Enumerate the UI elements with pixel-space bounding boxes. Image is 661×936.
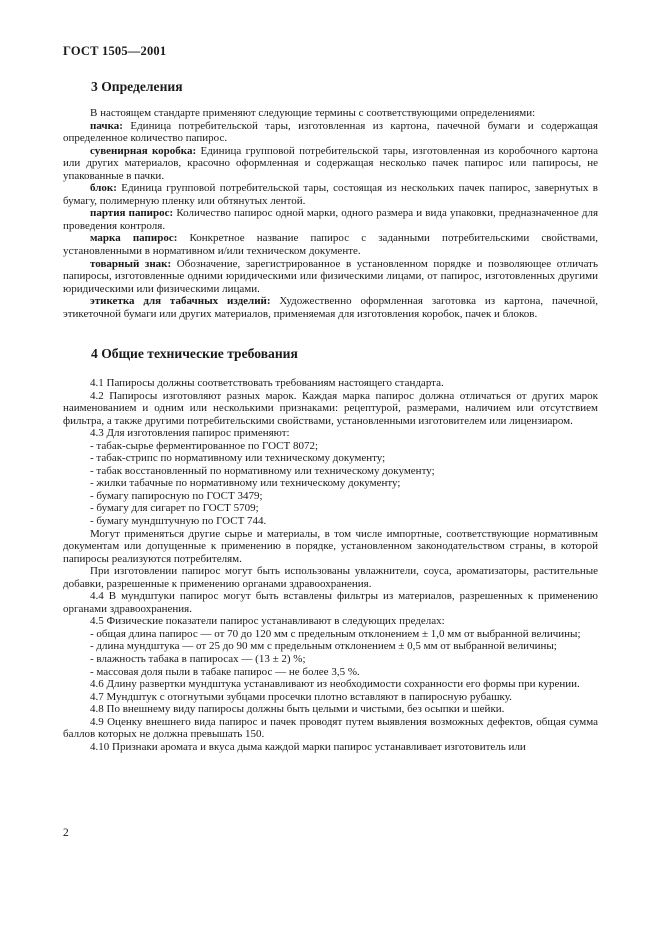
term-label: этикетка для табачных изделий: — [90, 295, 271, 308]
term-label: блок: — [90, 182, 117, 195]
term-definition: Обозначение, зарегистрированное в установленном порядке и позволяющее отличать папиросы, изготовленные одними юридическими или физическими лицами, от папирос, изготовленных другими юридическими или физическими лицами. — [63, 257, 598, 295]
definition-trademark — [63, 258, 598, 296]
definition-brand — [63, 232, 598, 257]
definition-pack — [63, 120, 598, 145]
paragraph: При изготовлении папирос могут быть использованы увлажнители, соуса, ароматизаторы, растительные добавки, разрешенные к применению органами здравоохранения. — [63, 565, 598, 590]
paragraph: 4.8 По внешнему виду папиросы должны быть целыми и чистыми, без осыпки и шейки. — [90, 703, 505, 716]
paragraph: 4.6 Длину развертки мундштука устанавливают из необходимости сохранности его формы при курении. — [90, 678, 580, 691]
page-number: 2 — [63, 827, 69, 839]
list-item: - массовая доля пыли в табаке папирос — не более 3,5 %. — [90, 665, 360, 678]
list-item: - бумагу папиросную по ГОСТ 3479; — [90, 489, 263, 502]
term-definition: Конкретное название папирос с заданными потребительскими свойствами, установленными в нормативном и/или техническом документе. — [63, 232, 598, 258]
paragraph: 4.5 Физические показатели папирос устанавливают в следующих пределах: — [90, 615, 445, 628]
section-3-heading: 3 Определения — [91, 79, 183, 94]
paragraph: 4.9 Оценку внешнего вида папирос и пачек проводят путем выявления возможных дефектов, общая сумма баллов которых не должна превышать 150. — [63, 715, 598, 741]
list-item: - табак восстановленный по нормативному или техническому документу; — [90, 464, 435, 477]
list-item: - общая длина папирос — от 70 до 120 мм с предельным отклонением ± 1,0 мм от выбранной величины; — [90, 627, 581, 640]
definition-label — [63, 295, 598, 320]
term-label: пачка: — [90, 119, 123, 132]
term-label: товарный знак: — [90, 257, 172, 270]
term-label: сувенирная коробка: — [90, 144, 197, 157]
list-item: - табак-сырье ферментированное по ГОСТ 8072; — [90, 439, 319, 452]
paragraph: 4.2 Папиросы изготовляют разных марок. Каждая марка папирос должна отличаться от других марок наименованием и одним или несколькими признаками: рецептурой, размерами, наличием или отсутствием фильтра, а также другими потребительскими свойствами, установленными изготовителем или лицензиаром. — [63, 389, 598, 427]
term-label: марка папирос: — [90, 232, 178, 245]
list-item: - табак-стрипс по нормативному или техническому документу; — [90, 452, 386, 465]
list-item: - бумагу мундштучную по ГОСТ 744. — [90, 515, 267, 528]
section-4-body — [63, 377, 598, 753]
list-item: - бумагу для сигарет по ГОСТ 5709; — [90, 502, 259, 515]
section-4-heading: 4 Общие технические требования — [91, 346, 298, 361]
paragraph: 4.1 Папиросы должны соответствовать требованиям настоящего стандарта. — [90, 377, 444, 389]
term-definition: Единица потребительской тары, изготовленная из картона, пачечной бумаги и содержащая определенное количество папирос. — [63, 119, 598, 145]
paragraph: 4.4 В мундштуки папирос могут быть вставлены фильтры из материалов, разрешенных к применению органами здравоохранения. — [63, 590, 598, 615]
paragraph: 4.10 Признаки аромата и вкуса дыма каждой марки папирос устанавливает изготовитель или — [90, 740, 526, 753]
section-3-body — [63, 107, 598, 320]
paragraph: Могут применяться другие сырье и материалы, в том числе импортные, соответствующие нормативным документам или допущенные к применению в порядке, установленном законодательством страны, в которой папиросы реализуются потребителям. — [63, 527, 598, 565]
definition-batch — [63, 207, 598, 232]
list-item: - жилки табачные по нормативному или техническому документу; — [90, 477, 401, 490]
term-definition: Количество папирос одной марки, одного размера и вида упаковки, предназначенное для проведения контроля. — [63, 207, 598, 232]
list-item: - влажность табака в папиросах — (13 ± 2) %; — [90, 653, 306, 666]
paragraph: 4.7 Мундштук с отогнутыми зубцами просечки плотно вставляют в папиросную рубашку. — [90, 690, 512, 703]
term-definition: Единица групповой потребительской тары, состоящая из нескольких пачек папирос, завернутых в бумагу, полимерную пленку или обтянутых лентой. — [63, 182, 598, 207]
definition-block — [63, 182, 598, 207]
document-header: ГОСТ 1505—2001 — [63, 44, 167, 58]
paragraph: 4.3 Для изготовления папирос применяют: — [90, 427, 290, 440]
term-label: партия папирос: — [90, 207, 174, 220]
term-definition: Единица групповой потребительской тары, изготовленная из коробочного картона или других материалов, красочно оформленная и содержащая несколько пачек папирос или папиросы, не упакованные в пачки. — [63, 144, 598, 182]
list-item: - длина мундштука — от 25 до 90 мм с предельным отклонением ± 0,5 мм от выбранной величины; — [90, 640, 557, 653]
term-definition: Художественно оформленная заготовка из картона, пачечной, этикеточной бумаги или других материалов, применяемая для изготовления коробок, пачек и блоков. — [63, 295, 598, 320]
definitions-intro: В настоящем стандарте применяют следующие термины с соответствующими определениями: — [90, 107, 536, 119]
definition-souvenir-box — [63, 145, 598, 183]
